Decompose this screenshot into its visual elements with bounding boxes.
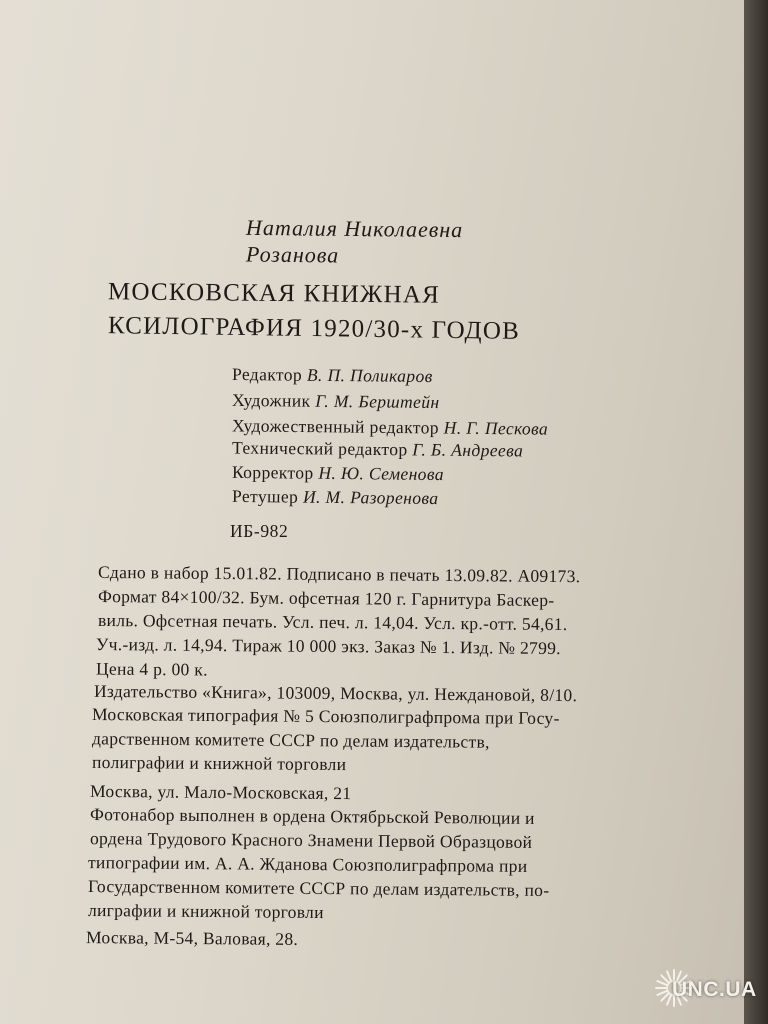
author-first-names: Наталия Николаевна bbox=[245, 214, 464, 243]
credit-name: Н. Ю. Семенова bbox=[318, 462, 445, 485]
author-surname: Розанова bbox=[245, 241, 340, 268]
imprint-line: Цена 4 р. 00 к. bbox=[95, 658, 208, 680]
imprint-line: Сдано в набор 15.01.82. Подписано в печать 13.09.82. А09173. bbox=[97, 561, 581, 587]
imprint-line: виль. Офсетная печать. Усл. печ. л. 14,04. Усл. кр.-отт. 54,61. bbox=[97, 609, 568, 635]
site-watermark bbox=[654, 962, 764, 1018]
credit-technical-editor bbox=[232, 439, 523, 460]
imprint-line: полиграфии и книжной торговли bbox=[91, 751, 347, 775]
credit-name: В. П. Поликаров bbox=[306, 364, 433, 387]
imprint-line: лиграфии и книжной торговли bbox=[87, 899, 324, 923]
imprint-line: типографии им. А. А. Жданова Союзполиграфпрома при bbox=[87, 852, 528, 876]
imprint-line: Уч.-изд. л. 14,94. Тираж 10 000 экз. Заказ № 1. Изд. № 2799. bbox=[95, 633, 561, 659]
watermark-text: UNC.UA bbox=[672, 978, 757, 1001]
imprint-line: Издательство «Книга», 103009, Москва, ул. Неждановой, 8/10. bbox=[93, 680, 578, 706]
credit-name: И. М. Разоренова bbox=[302, 486, 439, 509]
book-title-line-1: МОСКОВСКАЯ КНИЖНАЯ bbox=[107, 278, 441, 309]
imprint-line: Фотонабор выполнен в ордена Октябрьской Революции и bbox=[89, 804, 535, 828]
ib-number: ИБ-982 bbox=[230, 521, 289, 541]
credit-retoucher bbox=[231, 485, 439, 509]
credit-art-editor bbox=[232, 417, 548, 438]
credit-role: Художественный редактор bbox=[231, 415, 440, 438]
credit-proofreader bbox=[231, 461, 445, 485]
credit-editor bbox=[231, 363, 433, 387]
credit-name: Г. М. Берштейн bbox=[315, 390, 440, 413]
imprint-line: Формат 84×100/32. Бум. офсетная 120 г. Гарнитура Баскер- bbox=[97, 586, 555, 610]
credit-role: Художник bbox=[231, 389, 311, 411]
credit-name: Г. Б. Андреева bbox=[412, 439, 524, 461]
credit-role: Технический редактор bbox=[231, 437, 408, 460]
imprint-line: Москва, М-54, Валовая, 28. bbox=[85, 927, 299, 949]
book-title-line-2: КСИЛОГРАФИЯ 1920/30-х ГОДОВ bbox=[107, 312, 521, 345]
imprint-line: дарственном комитете СССР по делам издательств, bbox=[91, 728, 490, 752]
imprint-line: Москва, ул. Мало-Московская, 21 bbox=[89, 780, 352, 804]
imprint-line: Московская типография № 5 Союзполиграфпрома при Госу- bbox=[91, 703, 560, 729]
credit-role: Редактор bbox=[231, 363, 303, 385]
credit-name: Н. Г. Пескова bbox=[443, 417, 549, 439]
credit-artist bbox=[231, 389, 440, 413]
page-edge-shadow bbox=[744, 0, 768, 1024]
credit-role: Корректор bbox=[231, 461, 314, 483]
credit-role: Ретушер bbox=[231, 485, 299, 507]
imprint-line: ордена Трудового Красного Знамени Первой Образцовой bbox=[89, 828, 533, 852]
imprint-line: Государственном комитете СССР по делам издательств, по- bbox=[87, 875, 550, 901]
